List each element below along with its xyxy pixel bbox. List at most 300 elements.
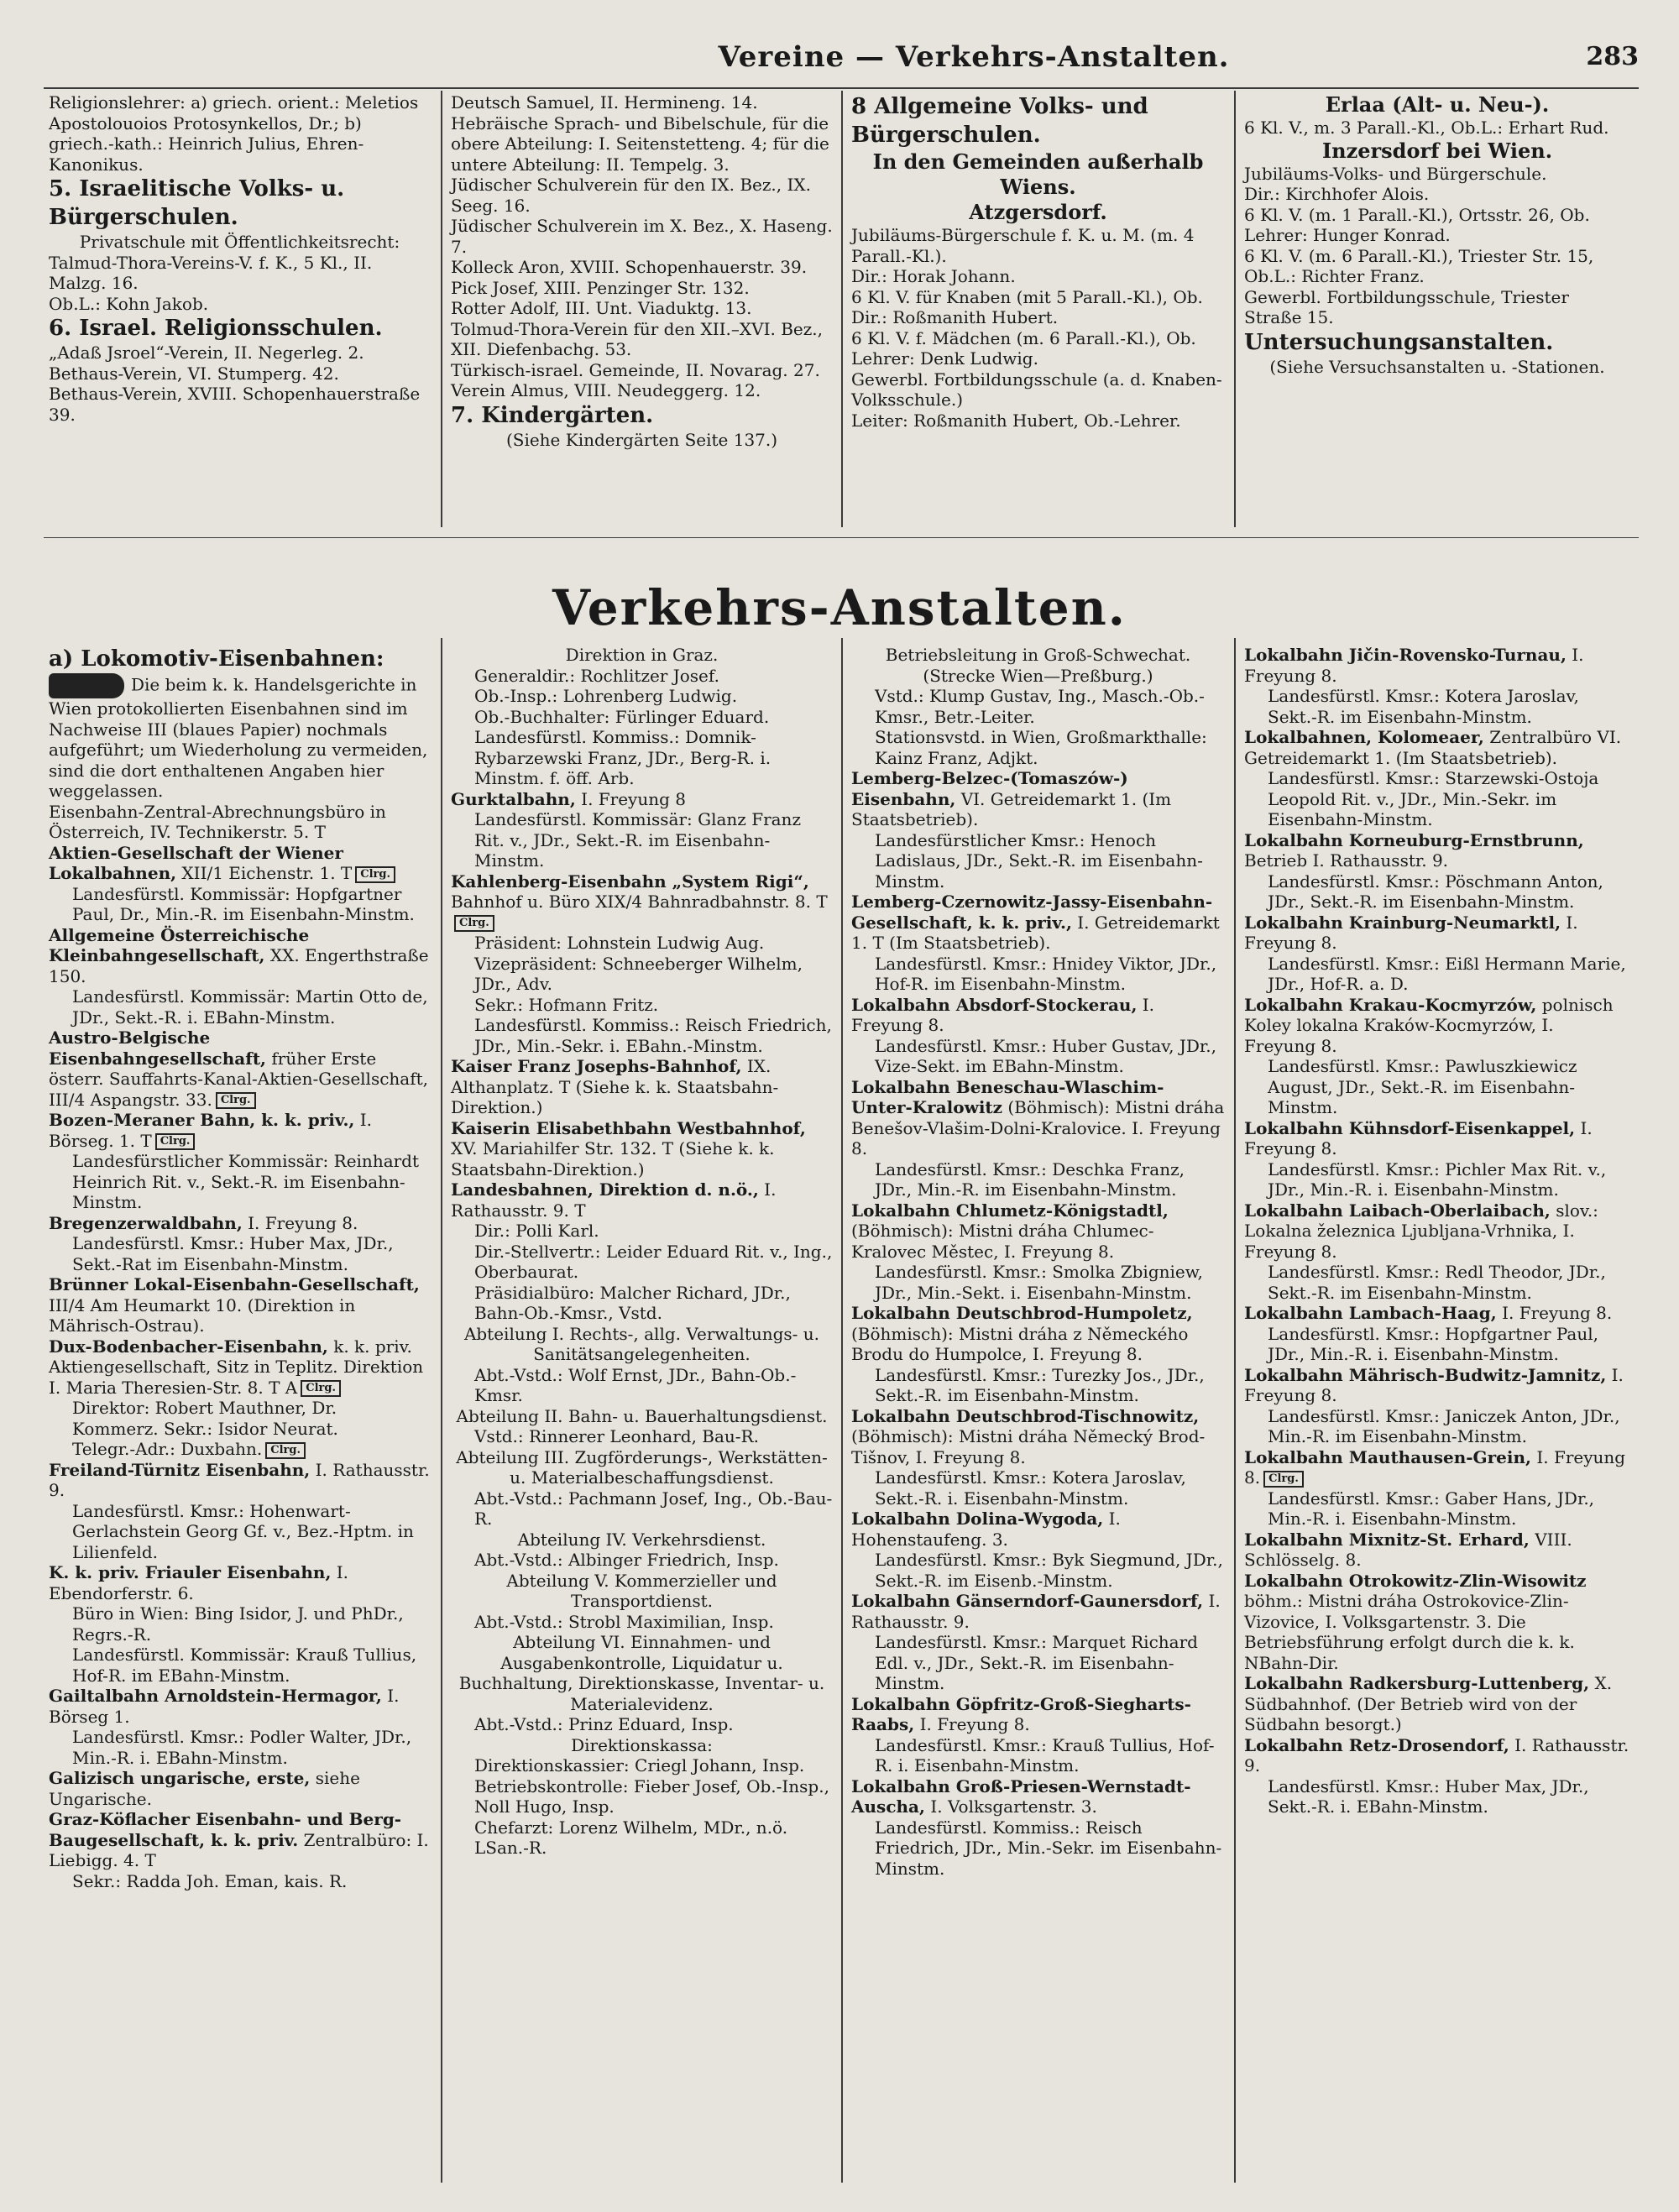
entry — [451, 257, 833, 278]
entry-text: Landesfürstl. Kmsr.: Eißl Hermann Marie, JDr., Hof-R. a. D. — [1268, 953, 1626, 994]
entry-text: Jüdischer Schulverein für den IX. Bez., IX. Seeg. 16. — [451, 175, 811, 216]
entry-name: Lokalbahn Groß-Priesen-Wernstadt-Auscha, — [851, 1775, 1191, 1817]
entry-detail — [1244, 954, 1630, 995]
entry — [1244, 118, 1630, 139]
entry-detail — [451, 1817, 833, 1859]
entry — [851, 369, 1225, 411]
entry-name: Lokalbahn Jičin-Rovensko-Turnau, — [1244, 645, 1567, 665]
centered-note: Direktionskassa: — [571, 1734, 713, 1755]
entry — [49, 384, 431, 425]
entry-text: Landesfürstlicher Kmsr.: Henoch Ladislaus, JDr., Sekt.-R. im Eisenbahn-Minstm. — [875, 829, 1203, 892]
entry-name: Lokalbahn Absdorf-Stockerau, — [851, 994, 1138, 1015]
entry-name: Dux-Bodenbacher-Eisenbahn, — [49, 1336, 328, 1357]
entry-text: Landesfürstl. Kommiss.: Reisch Friedrich, JDr., Min.-Sekr. i. EBahn.-Minstm. — [474, 1015, 832, 1056]
entry-text: 6 Kl. V. (m. 6 Parall.-Kl.), Triester Str. 15, Ob.L.: Richter Franz. — [1244, 245, 1594, 286]
entry — [49, 343, 431, 363]
entry-text: Kolleck Aron, XVIII. Schopenhauerstr. 39. — [451, 257, 808, 277]
entry — [851, 1509, 1225, 1550]
entry-text: 6 Kl. V. (m. 1 Parall.-Kl.), Ortsstr. 26, Ob. Lehrer: Hunger Konrad. — [1244, 204, 1590, 245]
entry-name: Gailtalbahn Arnoldstein-Hermagor, — [49, 1686, 382, 1706]
entry-text: Landesfürstl. Kmsr.: Redl Theodor, JDr., Sekt.-R. im Eisenbahn-Minstm. — [1268, 1262, 1606, 1303]
entry-text: Büro in Wien: Bing Isidor, J. und PhDr., Regrs.-R. — [72, 1603, 404, 1645]
entry — [1244, 913, 1630, 954]
entry — [851, 266, 1225, 287]
entry-name: Lokalbahn Deutschbrod-Tischnowitz, — [851, 1405, 1200, 1426]
centered-note: Abteilung I. Rechts-, allg. Verwaltungs- u. Sanitätsangelegenheiten. — [463, 1323, 820, 1364]
bottom-column-4 — [1244, 645, 1630, 1817]
entry-text: Landesfürstl. Kmsr.: Kotera Jaroslav, Sekt.-R. im Eisenbahn-Minstm. — [1268, 686, 1579, 727]
clearing-badge: Clrg. — [216, 1092, 256, 1109]
entry — [851, 411, 1225, 431]
clearing-badge: Clrg. — [155, 1133, 196, 1150]
entry-detail — [851, 1817, 1225, 1880]
entry-text: Zentralbüro VI. Getreidemarkt 1. (Im Staatsbetrieb). — [1244, 727, 1622, 768]
entry — [451, 113, 833, 175]
entry-text: Kommerz. Sekr.: Isidor Neurat. — [72, 1418, 338, 1439]
entry-name: Lokalbahn Mährisch-Budwitz-Jamnitz, — [1244, 1364, 1607, 1385]
entry-name: Lemberg-Czernowitz-Jassy-Eisenbahn-Gesellschaft, k. k. priv., — [851, 892, 1213, 933]
bottom-column-3 — [851, 645, 1225, 1879]
entry-text: Landesfürstl. Kommissär: Martin Otto de, JDr., Sekt.-R. i. EBahn-Minstm. — [72, 986, 428, 1028]
entry — [451, 216, 833, 257]
entry-detail — [451, 686, 833, 707]
entry-text: Türkisch-israel. Gemeinde, II. Novarag. 27. — [451, 359, 820, 380]
entry — [49, 294, 431, 315]
entry — [49, 1809, 431, 1871]
entry-name: Lokalbahn Kühnsdorf-Eisenkappel, — [1244, 1117, 1576, 1138]
entry — [851, 225, 1225, 266]
entry-text: Landesfürstl. Kmsr.: Pöschmann Anton, JDr., Sekt.-R. im Eisenbahn-Minstm. — [1268, 871, 1603, 912]
entry — [1244, 1200, 1630, 1263]
entry-detail — [49, 1603, 431, 1645]
entry — [851, 1077, 1225, 1159]
entry-text: I. Börseg 1. — [49, 1686, 400, 1727]
entry-name: Lokalbahn Lambach-Haag, — [1244, 1303, 1497, 1323]
entry-detail — [851, 1262, 1225, 1303]
entry-detail — [451, 707, 833, 728]
entry-detail — [851, 1365, 1225, 1406]
entry-text: I. Freyung 8. — [1244, 912, 1578, 953]
entry-name: K. k. priv. Friauler Eisenbahn, — [49, 1562, 332, 1582]
entry-detail — [851, 1467, 1225, 1509]
entry-name: Lokalbahn Gänserndorf-Gaunersdorf, — [851, 1591, 1204, 1611]
entry-text: I. Rathausstr. 9. — [851, 1591, 1221, 1632]
entry-text: VIII. Schlösselg. 8. — [1244, 1529, 1572, 1570]
entry-name: Kahlenberg-Eisenbahn „System Rigi“, — [451, 871, 809, 892]
entry — [1244, 1735, 1630, 1776]
entry-text: I. Freyung 8. — [914, 1714, 1030, 1734]
entry-detail — [451, 1015, 833, 1056]
entry — [851, 768, 1225, 830]
entry — [49, 1110, 431, 1151]
entry-text: I. Freyung 8. — [1244, 645, 1584, 686]
entry-text: Landesfürstl. Kmsr.: Huber Gustav, JDr., Vize-Sekt. im EBahn-Minstm. — [875, 1035, 1216, 1076]
entry-text: Bethaus-Verein, XVIII. Schopenhauerstraße 39. — [49, 384, 421, 425]
entry — [1244, 246, 1630, 287]
entry-text: Landesfürstl. Kmsr.: Smolka Zbigniew, JDr., Min.-Sekt. i. Eisenbahn-Minstm. — [875, 1262, 1203, 1303]
subsection-heading: Erlaa (Alt- u. Neu-). — [1325, 92, 1550, 117]
entry-text: Ob.L.: Kohn Jakob. — [49, 293, 209, 314]
entry-detail — [451, 933, 833, 954]
entry-text: früher Erste österr. Sauffahrts-Kanal-Aktien-Gesellschaft, III/4 Aspangstr. 33. — [49, 1048, 429, 1110]
entry-detail — [851, 1159, 1225, 1200]
entry-text: Dir.: Polli Karl. — [474, 1221, 599, 1241]
entry-text: I. Freyung 8. — [1244, 1364, 1624, 1405]
entry-detail — [49, 884, 431, 925]
centered-note: Betriebsleitung in Groß-Schwechat. — [885, 645, 1191, 665]
entry-text: XII/1 Eichenstr. 1. T — [176, 863, 353, 883]
entry — [851, 1200, 1225, 1263]
entry-detail — [451, 1221, 833, 1242]
column-rule — [1234, 91, 1236, 527]
entry-name: Lokalbahn Retz-Drosendorf, — [1244, 1734, 1509, 1755]
entry-text: I. Freyung 8. — [1244, 1117, 1593, 1158]
entry-text: Direktionskassier: Criegl Johann, Insp. — [474, 1755, 805, 1775]
entry — [851, 995, 1225, 1036]
entry-text: Tolmud-Thora-Verein für den XII.–XVI. Bez., XII. Diefenbachg. 53. — [451, 318, 823, 359]
entry-detail — [451, 1488, 833, 1530]
entry-text: Jubiläums-Bürgerschule f. K. u. M. (m. 4 Parall.-Kl.). — [851, 225, 1195, 266]
entry-name: Galizisch ungarische, erste, — [49, 1768, 311, 1788]
entry-detail — [451, 727, 833, 789]
entry-name: Bozen-Meraner Bahn, k. k. priv., — [49, 1110, 355, 1130]
entry-name: Landesbahnen, Direktion d. n.ö., — [451, 1179, 759, 1200]
entry-text: Landesfürstl. Kmsr.: Pawluszkiewicz August, JDr., Sekt.-R. im Eisenbahn-Minstm. — [1268, 1056, 1577, 1117]
entry-detail — [451, 954, 833, 995]
page-number: 283 — [1586, 42, 1639, 71]
entry-text: Landesfürstl. Kmsr.: Huber Max, JDr., Sekt.-R. i. EBahn-Minstm. — [1268, 1775, 1589, 1817]
entry-text: Bahnhof u. Büro XIX/4 Bahnradbahnstr. 8. T — [451, 892, 828, 912]
entry-text: (Böhmisch): Mistni dráha z Německého Brodu do Humpolce, I. Freyung 8. — [851, 1323, 1189, 1364]
entry-name: Gurktalbahn, — [451, 788, 576, 809]
entry-name: Lokalbahnen, Kolomeaer, — [1244, 727, 1484, 747]
running-head: Vereine — Verkehrs-Anstalten. — [718, 40, 1230, 74]
top-column-2 — [451, 92, 833, 450]
entry-text: Präsidialbüro: Malcher Richard, JDr., Bahn-Ob.-Kmsr., Vstd. — [474, 1282, 791, 1323]
entry-text: Ob.-Buchhalter: Fürlinger Eduard. — [474, 706, 770, 727]
entry-name: Lokalbahn Chlumetz-Königstadtl, — [851, 1200, 1169, 1221]
entry-detail — [1244, 768, 1630, 830]
entry — [1244, 164, 1630, 185]
entry-name: Aktien-Gesellschaft der Wiener Lokalbahnen, — [49, 842, 343, 883]
entry-detail — [451, 1714, 833, 1735]
entry-text: Eisenbahn-Zentral-Abrechnungsbüro in Österreich, IV. Technikerstr. 5. T — [49, 801, 386, 842]
entry — [851, 1303, 1225, 1365]
entry-detail — [851, 1036, 1225, 1077]
entry-text: Abt.-Vstd.: Albinger Friedrich, Insp. — [474, 1550, 779, 1570]
entry — [451, 1118, 833, 1180]
subsection-heading: Inzersdorf bei Wien. — [1321, 138, 1553, 163]
entry — [1244, 184, 1630, 205]
entry-detail — [49, 1398, 431, 1419]
entry — [451, 92, 833, 113]
entry — [451, 871, 833, 933]
entry-text: XX. Engerthstraße 150. — [49, 945, 429, 986]
bottom-column-1 — [49, 645, 431, 1891]
entry — [451, 789, 833, 810]
entry — [49, 1768, 431, 1809]
entry — [1244, 1365, 1630, 1406]
entry-text: I. Freyung 8. — [1244, 1446, 1626, 1488]
entry-text: Leiter: Roßmanith Hubert, Ob.-Lehrer. — [851, 410, 1181, 431]
entry-text: Vstd.: Rinnerer Leonhard, Bau-R. — [474, 1426, 759, 1446]
clearing-badge: Clrg. — [1263, 1471, 1304, 1488]
entry-detail — [49, 1151, 431, 1213]
entry-detail — [1244, 1406, 1630, 1447]
entry-detail — [451, 1242, 833, 1283]
entry-text: Talmud-Thora-Vereins-V. f. K., 5 Kl., II. Malzg. 16. — [49, 252, 373, 293]
entry-detail — [851, 1550, 1225, 1591]
entry-detail — [851, 954, 1225, 995]
entry-text: I. Hohenstaufeng. 3. — [851, 1509, 1121, 1550]
column-rule — [841, 638, 843, 2183]
entry-text: Landesfürstl. Kmsr.: Deschka Franz, JDr., Min.-R. im Eisenbahn-Minstm. — [875, 1158, 1185, 1200]
entry-text: Landesfürstl. Kmsr.: Pichler Max Rit. v., JDr., Min.-R. i. Eisenbahn-Minstm. — [1268, 1158, 1607, 1200]
entry-detail — [851, 727, 1225, 768]
entry-text: Sekr.: Hofmann Fritz. — [474, 994, 659, 1015]
entry-detail — [49, 986, 431, 1028]
entry-detail — [451, 1426, 833, 1447]
entry — [1244, 1673, 1630, 1735]
entry-text: I. Rathausstr. 9. — [1244, 1734, 1629, 1775]
entry-name: Lokalbahn Laibach-Oberlaibach, — [1244, 1200, 1551, 1221]
entry-text: VI. Getreidemarkt 1. (Im Staatsbetrieb). — [851, 788, 1172, 829]
entry-text: böhm.: Mistni dráha Ostrokovice-Zlin-Vizovice, I. Volksgartenstr. 3. Die Betriebsführung erfolgt durch die k. k. NBahn-Dir. — [1244, 1591, 1575, 1673]
entry-text: I. Freyung 8. — [242, 1212, 358, 1233]
entry-name: Austro-Belgische Eisenbahngesellschaft, — [49, 1028, 267, 1069]
entry-detail — [1244, 871, 1630, 913]
entry — [1244, 830, 1630, 871]
entry — [851, 287, 1225, 328]
entry-text: Landesfürstl. Kommissär: Glanz Franz Rit. v., JDr., Sekt.-R. im Eisenbahn-Minstm. — [474, 809, 801, 871]
entry — [49, 1336, 431, 1399]
entry-text: Abt.-Vstd.: Strobl Maximilian, Insp. — [474, 1611, 774, 1632]
entry — [1244, 727, 1630, 768]
entry-name: Kaiserin Elisabethbahn Westbahnhof, — [451, 1117, 806, 1138]
entry-text: Landesfürstl. Kmsr.: Gaber Hans, JDr., Min.-R. i. Eisenbahn-Minstm. — [1268, 1488, 1595, 1529]
entry-detail — [1244, 1776, 1630, 1817]
entry-text: XV. Mariahilfer Str. 132. T (Siehe k. k. Staatsbahn-Direktion.) — [451, 1138, 775, 1179]
entry-name: Lokalbahn Göpfritz-Groß-Siegharts-Raabs, — [851, 1693, 1191, 1734]
entry — [49, 1274, 431, 1336]
entry-text: I. Volksgartenstr. 3. — [924, 1796, 1097, 1817]
entry-name: Graz-Köflacher Eisenbahn- und Berg-Baugesellschaft, k. k. priv. — [49, 1809, 402, 1850]
entry-text: „Adaß Jsroel“-Verein, II. Negerleg. 2. — [49, 343, 364, 363]
entry-text: I. Freyung 8 — [575, 788, 687, 809]
entry-text: Chefarzt: Lorenz Wilhelm, MDr., n.ö. LSan.-R. — [474, 1817, 788, 1858]
entry-detail — [851, 1735, 1225, 1776]
entry-name: Lokalbahn Korneuburg-Ernstbrunn, — [1244, 829, 1584, 850]
entry — [1244, 645, 1630, 686]
entry — [49, 253, 431, 294]
entry-text: polnisch Koley lokalna Kraków-Kocmyrzów, I. Freyung 8. — [1244, 994, 1614, 1056]
entry — [49, 92, 431, 175]
entry-text: Landesfürstl. Kmsr.: Hnidey Viktor, JDr., Hof-R. im Eisenbahn-Minstm. — [875, 953, 1217, 994]
entry — [49, 673, 431, 802]
entry — [49, 1460, 431, 1501]
entry-text: Landesfürstl. Kmsr.: Janiczek Anton, JDr., Min.-R. im Eisenbahn-Minstm. — [1268, 1405, 1620, 1446]
entry — [451, 1056, 833, 1118]
entry — [1244, 1118, 1630, 1159]
entry-text: k. k. priv. Aktiengesellschaft, Sitz in Teplitz. Direktion I. Maria Theresien-Str. 8. T A — [49, 1336, 424, 1398]
entry-detail — [451, 666, 833, 687]
entry-name: Freiland-Türnitz Eisenbahn, — [49, 1459, 311, 1480]
entry-text: Abt.-Vstd.: Pachmann Josef, Ing., Ob.-Bau-R. — [474, 1488, 833, 1529]
entry — [49, 1686, 431, 1727]
section-heading: a) Lokomotiv-Eisenbahnen: — [49, 646, 384, 672]
entry-text: slov.: Lokalna železnica Ljubljana-Vrhnika, I. Freyung 8. — [1244, 1200, 1598, 1262]
entry-text: Dir.: Kirchhofer Alois. — [1244, 184, 1430, 204]
subsection-heading: In den Gemeinden außerhalb Wiens. — [872, 149, 1204, 199]
entry — [851, 1776, 1225, 1817]
column-rule — [1234, 638, 1236, 2183]
entry-text: Stationsvstd. in Wien, Großmarkthalle: Kainz Franz, Adjkt. — [875, 727, 1207, 768]
entry-text: Vstd.: Klump Gustav, Ing., Masch.-Ob.-Kmsr., Betr.-Leiter. — [875, 686, 1205, 727]
entry-detail — [1244, 1262, 1630, 1303]
section-heading: 7. Kindergärten. — [451, 402, 654, 428]
top-column-1 — [49, 92, 431, 425]
bottom-column-2 — [451, 645, 833, 1859]
entry-detail — [851, 1632, 1225, 1694]
entry-text: Die beim k. k. Handelsgerichte in Wien protokollierten Eisenbahnen sind im Nachweise III (blaues Papier) nochmals aufgeführt; um Wiederholung zu vermeiden, sind die dort enthaltenen Angaben hier weggelassen. — [49, 674, 428, 801]
entry-text: Telegr.-Adr.: Duxbahn. — [72, 1439, 263, 1459]
entry-text: 6 Kl. V. f. Mädchen (m. 6 Parall.-Kl.), Ob. Lehrer: Denk Ludwig. — [851, 327, 1196, 369]
entry — [451, 278, 833, 299]
entry-detail — [49, 1419, 431, 1440]
entry-detail — [451, 1550, 833, 1571]
subsection-heading: Atzgersdorf. — [969, 200, 1107, 224]
entry-text: Zentralbüro: I. Liebigg. 4. T — [49, 1829, 429, 1870]
entry-name: Lokalbahn Otrokowitz-Zlin-Wisowitz — [1244, 1570, 1587, 1591]
entry-text: X. Südbahnhof. (Der Betrieb wird von der Südbahn besorgt.) — [1244, 1673, 1613, 1734]
entry-detail — [451, 1365, 833, 1406]
entry-text: Landesfürstl. Kmsr.: Byk Siegmund, JDr., Sekt.-R. im Eisenb.-Minstm. — [875, 1550, 1223, 1591]
entry-text: Religionslehrer: a) griech. orient.: Meletios Apostolouoios Protosynkellos, Dr.; b) griech.-kath.: Heinrich Julius, Ehren-Kanonikus. — [49, 92, 419, 175]
entry-text: Gewerbl. Fortbildungsschule (a. d. Knaben-Volksschule.) — [851, 369, 1222, 410]
entry-text: Landesfürstl. Kommiss.: Reisch Friedrich, JDr., Min.-Sekr. im Eisenbahn-Minstm. — [875, 1817, 1222, 1879]
entry — [451, 1179, 833, 1221]
entry-text: Landesfürstl. Kommissär: Krauß Tullius, Hof-R. im EBahn-Minstm. — [72, 1645, 417, 1686]
entry-text: Verein Almus, VIII. Neudeggerg. 12. — [451, 380, 761, 400]
entry-text: (Böhmisch): Mistni dráha Benešov-Vlašim-Dolni-Kralovice. I. Freyung 8. — [851, 1097, 1225, 1158]
entry-detail — [451, 1612, 833, 1633]
entry-text: Landesfürstl. Kmsr.: Podler Walter, JDr., Min.-R. i. EBahn-Minstm. — [72, 1727, 412, 1768]
entry — [1244, 1447, 1630, 1488]
entry-text: IX. Althanplatz. T (Siehe k. k. Staatsbahn-Direktion.) — [451, 1056, 779, 1117]
centered-note: Privatschule mit Öffentlichkeitsrecht: — [79, 232, 400, 252]
entry-text: Landesfürstl. Kommissär: Hopfgartner Paul, Dr., Min.-R. im Eisenbahn-Minstm. — [72, 883, 415, 924]
entry-detail — [851, 830, 1225, 892]
entry-detail — [1244, 1159, 1630, 1200]
entry-text: Landesfürstl. Kmsr.: Marquet Richard Edl. v., JDr., Sekt.-R. im Eisenbahn-Minstm. — [875, 1632, 1198, 1693]
entry — [1244, 1303, 1630, 1324]
entry-detail — [451, 995, 833, 1016]
section-heading: 8 Allgemeine Volks- und Bürgerschulen. — [851, 94, 1148, 148]
entry-name: Lokalbahn Dolina-Wygoda, — [851, 1509, 1104, 1529]
entry-name: Lokalbahn Krainburg-Neumarktl, — [1244, 912, 1561, 933]
entry-name: Lokalbahn Deutschbrod-Humpoletz, — [851, 1303, 1193, 1323]
section-rule — [44, 537, 1639, 538]
entry-text: Jubiläums-Volks- und Bürgerschule. — [1244, 163, 1547, 184]
pointing-hand-icon — [49, 673, 124, 698]
entry-text: Landesfürstl. Kmsr.: Krauß Tullius, Hof-R. i. Eisenbahn-Minstm. — [875, 1734, 1215, 1775]
entry — [49, 1028, 431, 1110]
entry-text: Jüdischer Schulverein im X. Bez., X. Haseng. 7. — [451, 216, 833, 257]
entry — [49, 925, 431, 987]
entry-text: Betriebskontrolle: Fieber Josef, Ob.-Insp., Noll Hugo, Insp. — [474, 1775, 829, 1817]
column-rule — [441, 91, 442, 527]
entry-text: Rotter Adolf, III. Unt. Viaduktg. 13. — [451, 298, 752, 318]
entry-name: Bregenzerwaldbahn, — [49, 1212, 243, 1233]
entry-name: Allgemeine Österreichische Kleinbahngesellschaft, — [49, 924, 310, 965]
entry — [49, 843, 431, 884]
entry — [1244, 1530, 1630, 1571]
entry — [851, 1406, 1225, 1468]
centered-note: Abteilung III. Zugförderungs-, Werkstätten- u. Materialbeschaffungsdienst. — [456, 1446, 828, 1488]
entry-detail — [451, 1283, 833, 1324]
entry-text: Landesfürstl. Kmsr.: Turezky Jos., JDr., Sekt.-R. im Eisenbahn-Minstm. — [875, 1364, 1205, 1405]
entry-text: Präsident: Lohnstein Ludwig Aug. — [474, 933, 765, 953]
entry-text: Dir.: Horak Johann. — [851, 266, 1016, 286]
entry-detail — [451, 1755, 833, 1776]
entry-text: Landesfürstl. Kmsr.: Hopfgartner Paul, JDr., Min.-R. i. Eisenbahn-Minstm. — [1268, 1323, 1598, 1364]
entry — [451, 380, 833, 401]
entry-text: Landesfürstl. Kmsr.: Hohenwart-Gerlachstein Georg Gf. v., Bez.-Hptm. in Lilienfeld. — [72, 1500, 414, 1562]
entry-detail — [49, 1501, 431, 1563]
entry — [49, 1213, 431, 1234]
centered-note: Abteilung V. Kommerzieller und Transportdienst. — [506, 1570, 777, 1611]
clearing-badge: Clrg. — [301, 1380, 341, 1397]
section-title: Verkehrs-Anstalten. — [552, 579, 1127, 636]
clearing-badge: Clrg. — [265, 1442, 306, 1459]
entry — [451, 175, 833, 216]
entry-name: Lemberg-Belzec-(Tomaszów-) Eisenbahn, — [851, 768, 1128, 809]
entry-text: Landesfürstl. Kmsr.: Starzewski-Ostoja Leopold Rit. v., JDr., Min.-Sekr. im Eisenbahn-Minstm. — [1268, 768, 1599, 829]
entry — [851, 892, 1225, 954]
entry-detail — [1244, 1056, 1630, 1118]
entry-text: (Böhmisch): Mistni dráha Německý Brod-Tišnov, I. Freyung 8. — [851, 1426, 1206, 1467]
entry-text: Deutsch Samuel, II. Hermineng. 14. — [451, 92, 758, 112]
entry-text: Betrieb I. Rathausstr. 9. — [1244, 850, 1449, 871]
entry-text: Hebräische Sprach- und Bibelschule, für die obere Abteilung: I. Seitenstetteng. 4; für die untere Abteilung: II. Tempelg. 3. — [451, 112, 829, 175]
entry-text: (Böhmisch): Mistni dráha Chlumec-Kralovec Městec, I. Freyung 8. — [851, 1221, 1154, 1262]
entry-detail — [851, 686, 1225, 727]
entry-detail — [451, 1776, 833, 1817]
entry — [49, 802, 431, 843]
entry — [851, 1694, 1225, 1735]
entry — [851, 328, 1225, 369]
centered-note: Abteilung VI. Einnahmen- und Ausgabenkontrolle, Liquidatur u. Buchhaltung, Direktionskasse, Inventar- u. Materialevidenz. — [458, 1632, 825, 1714]
entry — [451, 319, 833, 360]
entry-name: Brünner Lokal-Eisenbahn-Gesellschaft, — [49, 1274, 420, 1294]
entry-name: Lokalbahn Beneschau-Wlaschim-Unter-Kralowitz — [851, 1076, 1164, 1117]
entry-detail — [1244, 1324, 1630, 1365]
entry-detail — [49, 1233, 431, 1274]
entry-text: Sekr.: Radda Joh. Eman, kais. R. — [72, 1870, 348, 1891]
top-column-3 — [851, 92, 1225, 431]
entry-text: Vizepräsident: Schneeberger Wilhelm, JDr., Adv. — [474, 953, 803, 994]
centered-note: Abteilung IV. Verkehrsdienst. — [517, 1529, 766, 1550]
entry-detail — [1244, 686, 1630, 727]
entry-detail — [49, 1871, 431, 1892]
entry-text: I. Börseg. 1. T — [49, 1110, 373, 1151]
entry-text: Abt.-Vstd.: Prinz Eduard, Insp. — [474, 1714, 734, 1734]
entry-text: Abt.-Vstd.: Wolf Ernst, JDr., Bahn-Ob.-Kmsr. — [474, 1364, 797, 1405]
entry — [851, 1591, 1225, 1632]
entry-text: Bethaus-Verein, VI. Stumperg. 42. — [49, 363, 339, 384]
entry-text: III/4 Am Heumarkt 10. (Direktion in Mährisch-Ostrau). — [49, 1294, 356, 1336]
entry-text: I. Rathausstr. 9. T — [451, 1179, 777, 1221]
